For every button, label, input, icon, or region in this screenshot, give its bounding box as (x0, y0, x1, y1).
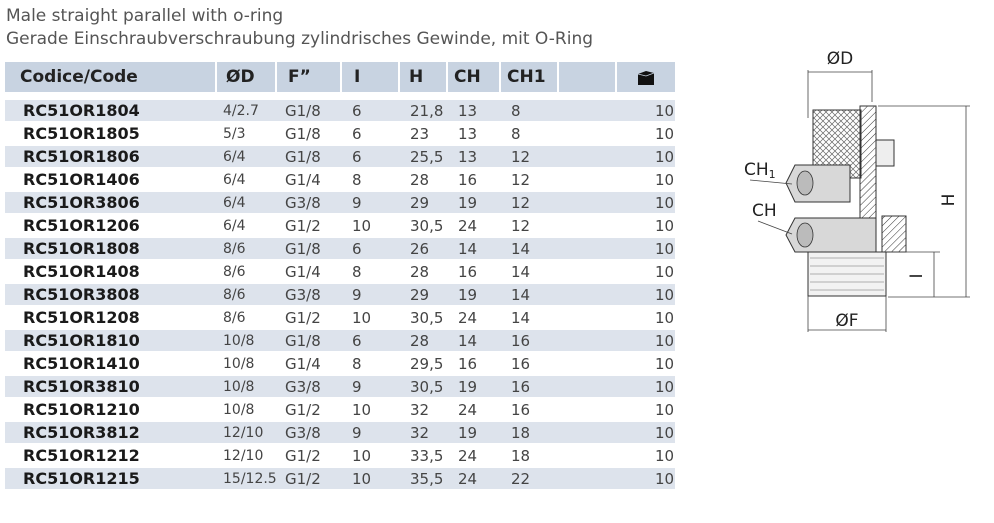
cell-code: RC51OR1210 (5, 399, 217, 422)
label-h: H (939, 193, 959, 207)
cell-blank (559, 399, 617, 422)
label-ch1-sub: 1 (768, 168, 776, 181)
label-od: ØD (826, 49, 854, 69)
table-row (5, 376, 675, 399)
cell-ch: 13 (448, 123, 501, 146)
cell-blank (559, 100, 617, 123)
cell-f: G3/8 (277, 422, 342, 445)
cell-pack: 10 (617, 307, 675, 330)
cell-od: 10/8 (217, 330, 277, 353)
cell-f: G1/2 (277, 307, 342, 330)
cell-ch: 19 (448, 192, 501, 215)
table-row (5, 399, 675, 422)
cell-f: G3/8 (277, 376, 342, 399)
cell-h: 30,5 (400, 215, 448, 238)
cell-ch: 19 (448, 422, 501, 445)
label-ch1: CH (744, 160, 769, 180)
cell-i: 6 (342, 330, 400, 353)
cell-code: RC51OR1408 (5, 261, 217, 284)
cell-pack: 10 (617, 399, 675, 422)
cell-code: RC51OR1212 (5, 445, 217, 468)
cell-pack: 10 (617, 146, 675, 169)
hex-ch (786, 218, 876, 252)
cell-ch1: 16 (501, 376, 559, 399)
subtitle-english: Male straight parallel with o-ring (6, 6, 284, 26)
cell-ch: 24 (448, 468, 501, 491)
cell-h: 35,5 (400, 468, 448, 491)
cell-blank (559, 169, 617, 192)
cell-ch1: 14 (501, 238, 559, 261)
cell-blank (559, 123, 617, 146)
cell-f: G1/4 (277, 169, 342, 192)
cell-pack: 10 (617, 261, 675, 284)
ch1-label (744, 160, 792, 184)
cell-ch1: 16 (501, 399, 559, 422)
cell-od: 6/4 (217, 215, 277, 238)
cell-ch: 24 (448, 307, 501, 330)
cell-ch1: 14 (501, 307, 559, 330)
cell-f: G1/8 (277, 123, 342, 146)
cell-ch: 14 (448, 238, 501, 261)
cell-i: 10 (342, 215, 400, 238)
table-row (5, 261, 675, 284)
cell-ch: 19 (448, 284, 501, 307)
cell-code: RC51OR1810 (5, 330, 217, 353)
table-row (5, 169, 675, 192)
cell-pack: 10 (617, 100, 675, 123)
table-row (5, 123, 675, 146)
label-ch: CH (752, 201, 777, 221)
cell-i: 10 (342, 307, 400, 330)
cell-ch: 13 (448, 100, 501, 123)
cell-ch1: 12 (501, 192, 559, 215)
cell-pack: 10 (617, 445, 675, 468)
header-h: H (400, 62, 448, 92)
cell-pack: 10 (617, 192, 675, 215)
cell-ch1: 16 (501, 330, 559, 353)
cell-od: 5/3 (217, 123, 277, 146)
cell-pack: 10 (617, 422, 675, 445)
cell-code: RC51OR3808 (5, 284, 217, 307)
cell-ch1: 14 (501, 284, 559, 307)
cell-ch: 24 (448, 399, 501, 422)
cell-blank (559, 307, 617, 330)
cell-blank (559, 445, 617, 468)
header-pack (617, 62, 675, 92)
cell-blank (559, 284, 617, 307)
cell-pack: 10 (617, 169, 675, 192)
cell-ch1: 8 (501, 123, 559, 146)
cell-od: 15/12.5 (217, 468, 277, 491)
cell-ch: 24 (448, 445, 501, 468)
header-code: Codice/Code (5, 62, 217, 92)
table-row (5, 146, 675, 169)
cell-code: RC51OR1410 (5, 353, 217, 376)
cell-h: 29,5 (400, 353, 448, 376)
header-od: ØD (217, 62, 277, 92)
cell-od: 6/4 (217, 146, 277, 169)
cell-od: 10/8 (217, 353, 277, 376)
of-dimension (808, 296, 886, 332)
cell-i: 6 (342, 123, 400, 146)
cell-blank (559, 330, 617, 353)
cell-h: 33,5 (400, 445, 448, 468)
cell-i: 6 (342, 146, 400, 169)
cell-h: 29 (400, 284, 448, 307)
cell-f: G1/4 (277, 353, 342, 376)
cell-code: RC51OR1206 (5, 215, 217, 238)
cell-f: G1/4 (277, 261, 342, 284)
cell-h: 26 (400, 238, 448, 261)
cell-f: G1/2 (277, 399, 342, 422)
cell-od: 6/4 (217, 192, 277, 215)
cell-i: 6 (342, 238, 400, 261)
cell-od: 10/8 (217, 399, 277, 422)
cell-pack: 10 (617, 353, 675, 376)
cell-code: RC51OR3810 (5, 376, 217, 399)
cell-blank (559, 261, 617, 284)
cell-ch1: 12 (501, 146, 559, 169)
cell-h: 28 (400, 330, 448, 353)
cell-ch: 19 (448, 376, 501, 399)
label-of: ØF (835, 311, 859, 331)
cell-code: RC51OR1215 (5, 468, 217, 491)
ch-label (752, 201, 792, 234)
cell-h: 29 (400, 192, 448, 215)
fitting-drawing (700, 40, 994, 340)
cell-ch1: 12 (501, 169, 559, 192)
table-row (5, 215, 675, 238)
cell-ch: 24 (448, 215, 501, 238)
cell-ch: 13 (448, 146, 501, 169)
cell-ch: 16 (448, 261, 501, 284)
svg-text:CH1 (744, 160, 776, 181)
cell-f: G1/8 (277, 330, 342, 353)
cell-pack: 10 (617, 215, 675, 238)
cell-i: 8 (342, 353, 400, 376)
cell-i: 10 (342, 399, 400, 422)
cell-od: 8/6 (217, 284, 277, 307)
cell-od: 8/6 (217, 307, 277, 330)
cell-f: G1/2 (277, 215, 342, 238)
cell-h: 30,5 (400, 376, 448, 399)
table-header-row (5, 62, 675, 92)
cell-i: 9 (342, 192, 400, 215)
cell-pack: 10 (617, 284, 675, 307)
cell-ch1: 18 (501, 445, 559, 468)
cell-code: RC51OR1805 (5, 123, 217, 146)
cell-f: G1/8 (277, 100, 342, 123)
cell-i: 9 (342, 284, 400, 307)
header-f: F” (277, 62, 342, 92)
cell-code: RC51OR3812 (5, 422, 217, 445)
cell-f: G1/8 (277, 238, 342, 261)
cell-i: 8 (342, 169, 400, 192)
table-row (5, 100, 675, 123)
label-i: I (907, 273, 927, 279)
cell-code: RC51OR1406 (5, 169, 217, 192)
cell-pack: 10 (617, 376, 675, 399)
cell-code: RC51OR3806 (5, 192, 217, 215)
cell-ch1: 14 (501, 261, 559, 284)
cell-f: G1/2 (277, 445, 342, 468)
cell-code: RC51OR1806 (5, 146, 217, 169)
table-row (5, 353, 675, 376)
table-row (5, 468, 675, 491)
cell-h: 28 (400, 169, 448, 192)
cell-f: G3/8 (277, 192, 342, 215)
cell-i: 6 (342, 100, 400, 123)
table-row (5, 422, 675, 445)
cell-blank (559, 376, 617, 399)
cell-od: 8/6 (217, 238, 277, 261)
table-row (5, 330, 675, 353)
table-row (5, 238, 675, 261)
cell-ch1: 22 (501, 468, 559, 491)
cell-f: G1/2 (277, 468, 342, 491)
header-ch1: CH1 (501, 62, 559, 92)
cell-i: 10 (342, 468, 400, 491)
cell-blank (559, 422, 617, 445)
cell-pack: 10 (617, 238, 675, 261)
cell-blank (559, 353, 617, 376)
cell-blank (559, 215, 617, 238)
cell-i: 8 (342, 261, 400, 284)
cell-h: 28 (400, 261, 448, 284)
cell-ch: 16 (448, 169, 501, 192)
hex-ch1 (786, 165, 850, 202)
cell-od: 10/8 (217, 376, 277, 399)
cell-h: 32 (400, 422, 448, 445)
cell-od: 4/2.7 (217, 100, 277, 123)
subtitle-german: Gerade Einschraubverschraubung zylindrisches Gewinde, mit O-Ring (6, 29, 594, 49)
cell-pack: 10 (617, 468, 675, 491)
header-ch: CH (448, 62, 501, 92)
cell-pack: 10 (617, 123, 675, 146)
box-icon (637, 69, 655, 86)
spec-table (5, 62, 675, 491)
cell-i: 9 (342, 376, 400, 399)
cell-code: RC51OR1804 (5, 100, 217, 123)
cell-blank (559, 238, 617, 261)
cell-code: RC51OR1808 (5, 238, 217, 261)
thread-stem (808, 252, 886, 296)
h-dimension (878, 106, 970, 297)
cell-h: 30,5 (400, 307, 448, 330)
cell-blank (559, 192, 617, 215)
cell-ch: 16 (448, 353, 501, 376)
cell-od: 12/10 (217, 445, 277, 468)
i-dimension (890, 252, 940, 297)
cell-h: 21,8 (400, 100, 448, 123)
table-row (5, 284, 675, 307)
cell-ch1: 8 (501, 100, 559, 123)
cell-ch: 14 (448, 330, 501, 353)
cell-code: RC51OR1208 (5, 307, 217, 330)
cell-i: 9 (342, 422, 400, 445)
cell-ch1: 16 (501, 353, 559, 376)
table-row (5, 307, 675, 330)
header-i: I (342, 62, 400, 92)
cell-h: 32 (400, 399, 448, 422)
cell-i: 10 (342, 445, 400, 468)
cell-od: 8/6 (217, 261, 277, 284)
cell-od: 6/4 (217, 169, 277, 192)
table-row (5, 192, 675, 215)
cell-h: 25,5 (400, 146, 448, 169)
cell-blank (559, 146, 617, 169)
cell-ch1: 18 (501, 422, 559, 445)
cell-f: G3/8 (277, 284, 342, 307)
cell-pack: 10 (617, 330, 675, 353)
table-row (5, 445, 675, 468)
cell-f: G1/8 (277, 146, 342, 169)
cell-od: 12/10 (217, 422, 277, 445)
cell-blank (559, 468, 617, 491)
header-blank (559, 62, 617, 92)
cell-ch1: 12 (501, 215, 559, 238)
cell-h: 23 (400, 123, 448, 146)
